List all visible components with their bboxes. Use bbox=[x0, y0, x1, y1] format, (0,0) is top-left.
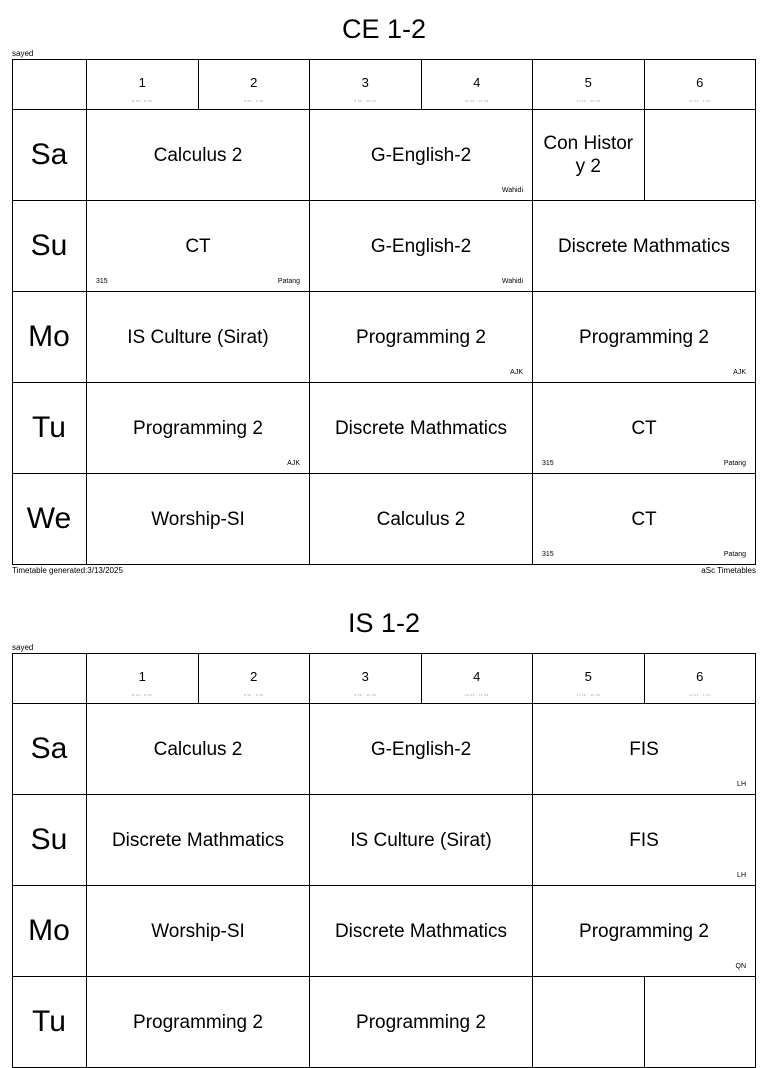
period-number: 1 bbox=[138, 75, 146, 90]
lesson-subject: Programming 2 bbox=[356, 326, 486, 348]
lesson-subject: FIS bbox=[629, 738, 659, 760]
lesson-cell bbox=[310, 795, 533, 886]
timetable-title: IS 1-2 bbox=[347, 608, 421, 638]
lesson-cell bbox=[87, 886, 310, 977]
lesson-cell bbox=[310, 383, 533, 474]
lesson-teacher: LH bbox=[737, 872, 746, 879]
period-header bbox=[87, 59, 199, 110]
period-time: 8:55 - 9:45 bbox=[243, 693, 264, 697]
lesson-cell bbox=[645, 977, 757, 1068]
lesson-cell bbox=[87, 110, 310, 201]
day-label: Mo bbox=[12, 886, 87, 977]
day-label: Su bbox=[12, 795, 87, 886]
period-time: 10:45 - 11:35 bbox=[464, 99, 489, 103]
period-time: 12:35 - 1:25 bbox=[688, 99, 711, 103]
lesson-cell bbox=[87, 292, 310, 383]
period-number: 5 bbox=[584, 75, 592, 90]
period-time: 12:35 - 1:25 bbox=[688, 693, 711, 697]
lesson-cell bbox=[533, 795, 756, 886]
period-header bbox=[310, 653, 422, 704]
lesson-subject: G-English-2 bbox=[370, 144, 472, 166]
lesson-subject: Discrete Mathmatics bbox=[334, 920, 508, 942]
lesson-cell bbox=[87, 383, 310, 474]
lesson-subject: FIS bbox=[629, 829, 659, 851]
period-time: 10:45 - 11:35 bbox=[464, 693, 489, 697]
lesson-subject: CT bbox=[185, 235, 211, 257]
lesson-cell bbox=[87, 704, 310, 795]
lesson-cell bbox=[533, 110, 645, 201]
lesson-cell bbox=[87, 201, 310, 292]
footer-generated-date: Timetable generated:3/13/2025 bbox=[12, 566, 123, 575]
period-header bbox=[533, 653, 645, 704]
lesson-subject: Calculus 2 bbox=[153, 144, 243, 166]
lesson-subject: CT bbox=[631, 417, 657, 439]
period-header bbox=[645, 653, 757, 704]
day-label: Sa bbox=[12, 110, 87, 201]
lesson-teacher: Patang bbox=[277, 278, 300, 285]
lesson-cell bbox=[310, 704, 533, 795]
lesson-cell bbox=[533, 886, 756, 977]
period-header bbox=[310, 59, 422, 110]
lesson-teacher: LH bbox=[737, 781, 746, 788]
lesson-cell bbox=[87, 474, 310, 565]
lesson-cell bbox=[310, 886, 533, 977]
lesson-subject: Discrete Mathmatics bbox=[334, 417, 508, 439]
lesson-cell bbox=[645, 110, 757, 201]
lesson-cell bbox=[310, 292, 533, 383]
period-number: 6 bbox=[696, 75, 704, 90]
lesson-cell bbox=[533, 383, 756, 474]
timetable-title: CE 1-2 bbox=[341, 14, 427, 44]
lesson-teacher: Patang bbox=[723, 551, 746, 558]
lesson-cell bbox=[87, 795, 310, 886]
day-label: Mo bbox=[12, 292, 87, 383]
lesson-cell bbox=[310, 474, 533, 565]
lesson-subject: Worship-SI bbox=[151, 508, 245, 530]
lesson-subject: Discrete Mathmatics bbox=[557, 235, 731, 257]
period-number: 3 bbox=[361, 75, 369, 90]
lesson-cell bbox=[310, 977, 533, 1068]
period-header bbox=[422, 653, 534, 704]
header-corner bbox=[12, 59, 87, 110]
period-time: 9:50 - 10:40 bbox=[354, 693, 377, 697]
lesson-subject: Programming 2 bbox=[579, 326, 709, 348]
lesson-cell bbox=[533, 977, 645, 1068]
period-number: 4 bbox=[473, 75, 481, 90]
lesson-teacher: AJK bbox=[733, 369, 746, 376]
lesson-teacher: Wahidi bbox=[501, 278, 523, 285]
timetable-grid bbox=[12, 59, 756, 565]
period-time: 8:00 - 8:50 bbox=[132, 693, 153, 697]
period-header bbox=[199, 59, 311, 110]
lesson-subject: Programming 2 bbox=[133, 1011, 263, 1033]
period-header bbox=[645, 59, 757, 110]
lesson-teacher: QN bbox=[735, 963, 746, 970]
lesson-subject: IS Culture (Sirat) bbox=[127, 326, 269, 348]
period-number: 4 bbox=[473, 669, 481, 684]
period-time: 11:40 - 12:30 bbox=[576, 99, 601, 103]
lesson-teacher: AJK bbox=[510, 369, 523, 376]
lesson-subject: CT bbox=[631, 508, 657, 530]
lesson-subject: IS Culture (Sirat) bbox=[350, 829, 492, 851]
lesson-subject: Discrete Mathmatics bbox=[111, 829, 285, 851]
period-time: 11:40 - 12:30 bbox=[576, 693, 601, 697]
period-header bbox=[199, 653, 311, 704]
timetable-grid bbox=[12, 653, 756, 1068]
header-corner bbox=[12, 653, 87, 704]
day-label: Sa bbox=[12, 704, 87, 795]
lesson-teacher: Patang bbox=[723, 460, 746, 467]
school-name: sayed bbox=[12, 643, 34, 652]
period-number: 5 bbox=[584, 669, 592, 684]
footer-brand: aSc Timetables bbox=[701, 566, 756, 575]
lesson-subject: Programming 2 bbox=[579, 920, 709, 942]
period-number: 2 bbox=[250, 669, 258, 684]
lesson-cell bbox=[533, 704, 756, 795]
day-label: Su bbox=[12, 201, 87, 292]
lesson-cell bbox=[533, 201, 756, 292]
period-header bbox=[87, 653, 199, 704]
lesson-subject: Calculus 2 bbox=[153, 738, 243, 760]
day-label: We bbox=[12, 474, 87, 565]
period-number: 6 bbox=[696, 669, 704, 684]
lesson-cell bbox=[87, 977, 310, 1068]
lesson-cell bbox=[533, 474, 756, 565]
lesson-subject: Worship-SI bbox=[151, 920, 245, 942]
period-time: 9:50 - 10:40 bbox=[354, 99, 377, 103]
period-number: 2 bbox=[250, 75, 258, 90]
period-number: 3 bbox=[361, 669, 369, 684]
lesson-teacher: AJK bbox=[287, 460, 300, 467]
period-header bbox=[422, 59, 534, 110]
period-header bbox=[533, 59, 645, 110]
lesson-subject: Programming 2 bbox=[356, 1011, 486, 1033]
lesson-room: 315 bbox=[542, 460, 554, 467]
lesson-room: 315 bbox=[96, 278, 108, 285]
day-label: Tu bbox=[12, 383, 87, 474]
lesson-cell bbox=[533, 292, 756, 383]
day-label: Tu bbox=[12, 977, 87, 1068]
period-number: 1 bbox=[138, 669, 146, 684]
lesson-teacher: Wahidi bbox=[501, 187, 523, 194]
period-time: 8:00 - 8:50 bbox=[132, 99, 153, 103]
lesson-cell bbox=[310, 110, 533, 201]
lesson-subject: Calculus 2 bbox=[376, 508, 466, 530]
period-time: 8:55 - 9:45 bbox=[243, 99, 264, 103]
lesson-subject: Programming 2 bbox=[133, 417, 263, 439]
lesson-cell bbox=[310, 201, 533, 292]
lesson-room: 315 bbox=[542, 551, 554, 558]
lesson-subject: G-English-2 bbox=[370, 235, 472, 257]
lesson-subject: Con Histor y 2 bbox=[543, 133, 634, 177]
lesson-subject: G-English-2 bbox=[370, 738, 472, 760]
school-name: sayed bbox=[12, 49, 34, 58]
